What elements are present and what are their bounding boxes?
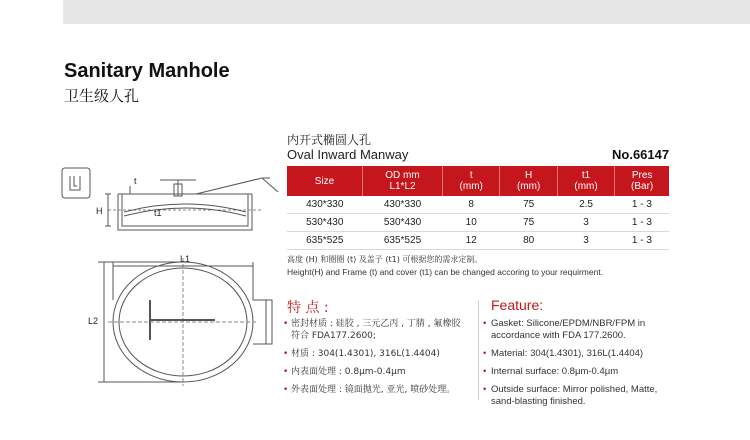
- spec-table: [287, 166, 669, 250]
- dim-label-t: t: [134, 176, 137, 186]
- table-cell: 1 - 3: [615, 214, 669, 232]
- list-item: • 内表面处理 : 0.8μm-0.4μm: [283, 366, 468, 378]
- product-name-en: Oval Inward Manway: [287, 147, 409, 162]
- table-cell: 635*525: [363, 232, 443, 250]
- col-header-t: t (mm): [443, 166, 500, 196]
- customization-note-en: Height(H) and Frame (t) and cover (t1) can be changed accoring to your requirment.: [287, 267, 604, 277]
- col-header-pres: Pres (Bar): [615, 166, 669, 196]
- table-cell: 635*525: [287, 232, 363, 250]
- list-item: • 外表面处理 : 镜面抛光, 亚光, 喷砂处理。: [283, 384, 468, 396]
- table-cell: 1 - 3: [615, 196, 669, 214]
- table-cell: 2.5: [557, 196, 614, 214]
- table-row: [287, 214, 669, 232]
- list-item: • Gasket: Silicone/EPDM/NBR/FPM in accordance with FDA 177.2600.: [483, 318, 683, 342]
- features-heading-en: Feature:: [491, 297, 544, 313]
- list-item: • Outside surface: Mirror polished, Matte, sand-blasting finished.: [483, 384, 683, 408]
- features-list-en: [483, 318, 683, 414]
- dim-label-t1: t1: [154, 208, 162, 218]
- table-cell: 430*330: [363, 196, 443, 214]
- page-subtitle: 卫生级人孔: [64, 87, 140, 105]
- table-cell: 3: [557, 232, 614, 250]
- model-number: No.66147: [612, 147, 670, 162]
- features-heading-cn: 特 点 :: [287, 300, 329, 316]
- table-cell: 530*430: [363, 214, 443, 232]
- dim-label-h: H: [96, 206, 103, 216]
- list-item: • 材质 : 304(1.4301), 316L(1.4404): [283, 348, 468, 360]
- customization-note-cn: 高度 (H) 和圈圈 (t) 及盖子 (t1) 可根据您的需求定制。: [287, 255, 483, 264]
- table-cell: 1 - 3: [615, 232, 669, 250]
- list-item: • Internal surface: 0.8μm-0.4μm: [483, 366, 683, 378]
- table-row: [287, 196, 669, 214]
- col-header-t1: t1 (mm): [557, 166, 614, 196]
- table-cell: 430*330: [287, 196, 363, 214]
- table-cell: 10: [443, 214, 500, 232]
- column-divider: [478, 300, 479, 400]
- spec-table-header-row: [287, 166, 669, 196]
- table-row: [287, 232, 669, 250]
- col-header-size: Size: [287, 166, 363, 196]
- features-list-cn: [283, 318, 468, 402]
- table-cell: 80: [500, 232, 557, 250]
- table-cell: 75: [500, 214, 557, 232]
- front-view-drawing: [98, 258, 272, 386]
- table-cell: 75: [500, 196, 557, 214]
- page-title: Sanitary Manhole: [64, 60, 230, 82]
- list-item: • 密封材质 : 硅胶 , 三元乙丙 , 丁腈 , 氟橡胶符合 FDA177.2600;: [283, 318, 468, 342]
- list-item: • Material: 304(1.4301), 316L(1.4404): [483, 348, 683, 360]
- product-name-cn: 内开式椭圆人孔: [287, 133, 372, 147]
- col-header-h: H (mm): [500, 166, 557, 196]
- side-view-drawing: [105, 178, 278, 230]
- table-cell: 8: [443, 196, 500, 214]
- col-header-od: OD mm L1*L2: [363, 166, 443, 196]
- dim-label-l1: L1: [180, 254, 191, 264]
- dim-label-l2: L2: [88, 316, 99, 326]
- table-cell: 12: [443, 232, 500, 250]
- gasket-detail-drawing: [62, 168, 90, 198]
- table-cell: 3: [557, 214, 614, 232]
- table-cell: 530*430: [287, 214, 363, 232]
